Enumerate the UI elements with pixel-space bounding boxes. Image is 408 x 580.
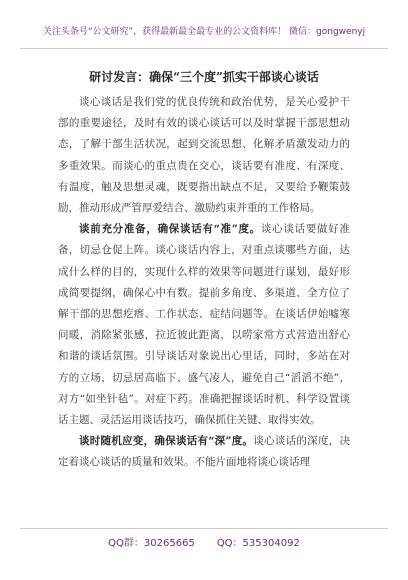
footer-qq-group: QQ群：30265665 [108,538,195,549]
header-divider [20,48,388,49]
document-body [58,92,350,474]
paragraph-depth [58,431,350,473]
paragraph-preparation-text: 谈心谈话要做好准备，切忌仓促上阵。谈心谈话内容上，对重点谈哪些方面，达成什么样的目的，实现什么样的效果等问题进行谋划，最好形成简要提纲，确保心中有数。提前多角度、多渠道、全方位了解干部的思想疙瘩、工作状态、症结问题等。在谈话伊始嘘寒问暖，消除紧张感，拉近彼此距离，以唠家常方式营造出舒心和谐的谈话氛围。引导谈话对象说出心里话，同时，多站在对方的立场，切忌居高临下、盛气凌人，避免自己“滔滔不绝”，对方“如坐针毡”。对症下药。准确把握谈话时机、科学设置谈话主题、灵活运用谈话技巧，确保抓住关键、取得实效。 [58,223,350,427]
page-footer [0,534,408,549]
footer-qq-number: QQ：535304092 [216,538,300,549]
footer-divider [20,528,388,529]
document-title: 研讨发言：确保“三个度”抓实干部谈心谈话 [89,70,319,84]
paragraph-intro [58,92,350,219]
paragraph-preparation-heading: 谈前充分准备，确保谈话有“准”度。 [79,223,261,236]
page-header-banner: 关注头条号“公文研究”，获得最新最全最专业的公文资料库！ 微信：gongwenyj [42,27,366,37]
paragraph-depth-heading: 谈时随机应变，确保谈话有“深”度。 [79,435,254,448]
paragraph-depth-text: 谈心谈话的深度，决定着谈心谈话的质量和效果。不能片面地将谈心谈话理 [58,435,350,469]
paragraph-intro-text: 谈心谈话是我们党的优良传统和政治优势，是关心爱护干部的重要途径，及时有效的谈心谈话可以及时掌握干部思想动态，了解干部生活状况，起到交流思想、化解矛盾激发动力的多重效果。而谈心的重点贵在交心，谈话要有准度、有深度、有温度，触及思想灵魂，既要指出缺点不足，又要给予鞭策鼓励，推动形成严管厚爱结合、激励约束并重的工作格局。 [58,96,350,215]
paragraph-preparation [58,219,350,431]
